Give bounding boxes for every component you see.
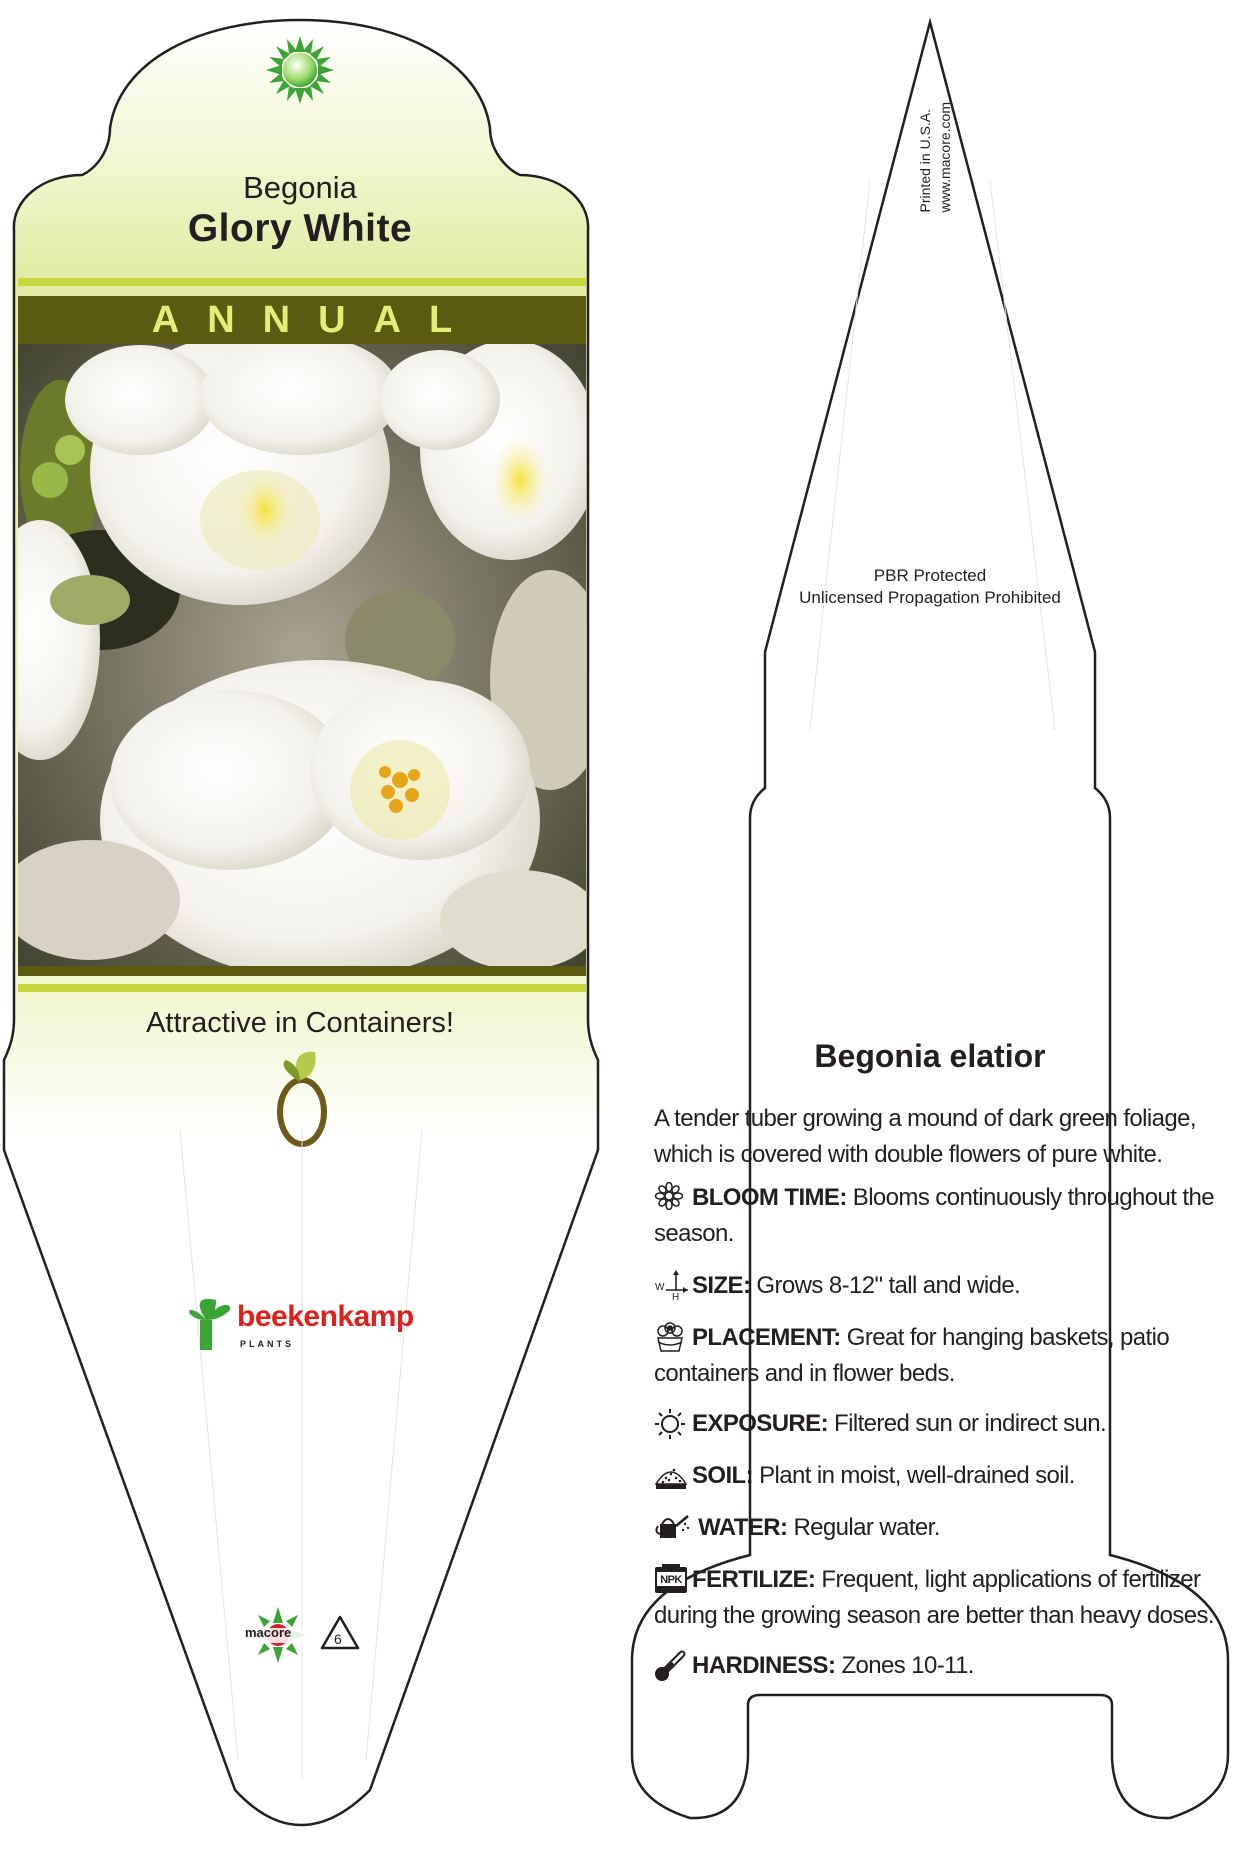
care-label: HARDINESS: (692, 1652, 836, 1679)
care-label: WATER: (698, 1514, 788, 1541)
flower-photo (0, 335, 610, 980)
pbr-line-1: PBR Protected (873, 566, 987, 585)
pbr-line-2: Unlicensed Propagation Prohibited (799, 588, 1061, 607)
recycle-number: 6 (334, 1631, 342, 1647)
care-text: Grows 8-12" tall and wide. (756, 1272, 1021, 1299)
printed-line-1: Printed in U.S.A. (917, 108, 933, 213)
npk-icon-text: NPK (660, 1574, 682, 1586)
pbr-notice (720, 565, 1140, 609)
plant-variety: Glory White (187, 207, 413, 250)
tagline: Attractive in Containers! (146, 1007, 454, 1039)
care-text: Frequent, light applications of fertilizer during the growing season are better than heavy doses. (654, 1566, 1214, 1629)
care-size (654, 1268, 1224, 1304)
placement-icon (654, 1322, 692, 1350)
care-fertilize (654, 1562, 1224, 1634)
care-text: Zones 10-11. (841, 1652, 974, 1679)
flower-icon (654, 1182, 692, 1210)
care-label: SIZE: (692, 1272, 751, 1299)
care-text: Great for hanging baskets, patio containers and in flower beds. (654, 1324, 1170, 1387)
brand-name: beekenkamp (237, 1300, 414, 1333)
care-label: EXPOSURE: (692, 1410, 828, 1437)
soil-icon (654, 1460, 692, 1488)
npk-icon (654, 1564, 692, 1592)
back-tag-outline (632, 22, 1228, 1818)
size-icon (654, 1270, 692, 1298)
brand-subtitle: PLANTS (240, 1339, 294, 1349)
plant-description: A tender tuber growing a mound of dark green foliage, which is covered with double flowers of pure white. (654, 1105, 1196, 1168)
plant-genus: Begonia (243, 170, 357, 205)
sun-icon (654, 1408, 692, 1436)
band-light-bottom (18, 984, 586, 992)
care-soil (654, 1458, 1224, 1494)
printed-note (915, 102, 955, 212)
care-text: Filtered sun or indirect sun. (834, 1410, 1107, 1437)
care-bloom-time (654, 1180, 1224, 1252)
care-water (654, 1510, 1224, 1546)
care-text: Regular water. (793, 1514, 940, 1541)
care-text: Plant in moist, well-drained soil. (759, 1462, 1075, 1489)
printer-logo-text: macore (245, 1625, 292, 1640)
sun-logo-icon (266, 36, 334, 104)
care-label: PLACEMENT: (692, 1324, 841, 1351)
care-label: SOIL: (692, 1462, 753, 1489)
size-icon-w: W (655, 1282, 664, 1293)
care-hardiness (654, 1648, 1224, 1684)
band-dark-bottom (18, 966, 586, 976)
printed-line-2: www.macore.com (937, 102, 953, 213)
care-exposure (654, 1406, 1224, 1442)
watering-can-icon (654, 1512, 692, 1540)
category-label: ANNUAL (151, 299, 481, 341)
care-label: FERTILIZE: (692, 1566, 816, 1593)
thermometer-icon (654, 1650, 692, 1678)
band-light-top (18, 278, 586, 286)
care-placement (654, 1320, 1224, 1392)
botanical-title: Begonia elatior (814, 1038, 1046, 1074)
care-label: BLOOM TIME: (692, 1184, 847, 1211)
size-icon-h: H (672, 1292, 679, 1300)
care-text: Blooms continuously throughout the season. (654, 1184, 1214, 1247)
